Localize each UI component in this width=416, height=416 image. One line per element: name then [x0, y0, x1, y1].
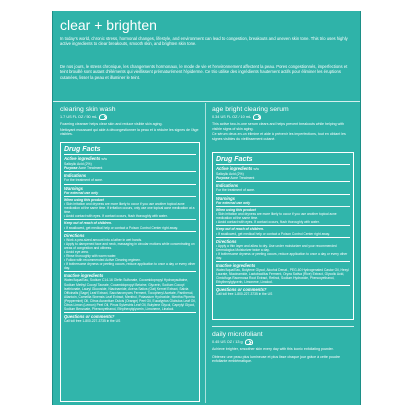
- wash-warnings-head: Warnings: [64, 184, 196, 191]
- wash-directions-head: Directions: [64, 231, 196, 238]
- serum-active-head: Active ingredients: [216, 166, 253, 171]
- wash-direction-line: • Rinse thoroughly with warm water.: [64, 254, 117, 259]
- serum-questions-line: Call toll free 1-800-227-3735 in the US: [216, 292, 273, 297]
- product-box-back-panel: [52, 11, 361, 405]
- box-title: clear + brighten: [60, 17, 157, 33]
- wash-size: 1.7 US FL OZ / 50 mL: [60, 114, 97, 119]
- wash-desc-en: Foaming cleanser helps clear skin and reduce visible skin aging.: [60, 122, 163, 126]
- microfoliant-divider: [212, 326, 354, 327]
- intro-text-fr: De nos jours, le stress chronique, les changements hormonaux, le mode de vie et l'environnement affectent la peau. Pores congestionnés, imperfections et teint brouillé sont autant d'éléments qui vieillissent prématurément l'épiderme. Ce trio utilise des ingrédients hautement actifs pour éliminer les éruptions cutanées, lisser la peau et illuminer le teint.: [60, 64, 348, 80]
- intro-text-en: In today's world, chronic stress, hormonal changes, lifestyle, and environment can lead to congestion, breakouts and uneven skin tone. This trio uses highly active ingredients to clear breakouts, smooth skin, and brighten skin tone.: [60, 36, 348, 47]
- recycle-icon: [245, 339, 253, 345]
- wash-using-line: • Skin irritation and dryness are more likely to occur if you use another topical acne medication at the same time. If irritation occurs, only use one topical acne medication at a time.: [64, 202, 195, 215]
- serum-reach-line: • If swallowed, get medical help or contact a Poison Control Center right away.: [216, 231, 330, 236]
- wash-reach-line: • If swallowed, get medical help or contact a Poison Control Center right away.: [64, 225, 178, 230]
- recycle-icon: [99, 114, 107, 120]
- serum-indications-head: Indications: [216, 181, 350, 188]
- wash-questions-line: Call toll free 1-800-227-3735 in the US: [64, 319, 121, 324]
- wash-drug-facts-panel: [60, 142, 200, 402]
- wash-active-head: Active ingredients: [64, 156, 101, 161]
- wash-active-line: Salicylic Acid (2%): [64, 162, 92, 166]
- wash-direction-line: • Follow with recommended Active Clearing regimen.: [64, 258, 142, 263]
- serum-indications-line: For the treatment of acne.: [216, 188, 256, 193]
- serum-using-line: • Skin irritation and dryness are more likely to occur if you use another topical acne medication at the same time.: [216, 212, 337, 221]
- wash-heading-block: [60, 106, 200, 137]
- serum-questions-head: Questions or comments?: [216, 285, 350, 292]
- microfoliant-size: 0.45 US OZ / 13 g: [212, 339, 243, 344]
- microfoliant-desc-fr: Obtenez une peau plus lumineuse et plus lisse chaque jour grâce à cette poudre exfoliante emblématique.: [212, 354, 341, 364]
- serum-active-suffix: w/w: [253, 167, 259, 171]
- wash-warnings-sub: For external use only: [64, 190, 99, 195]
- wash-using-head: When using this product: [64, 197, 104, 202]
- serum-size: 0.34 US FL OZ / 10 mL: [212, 114, 252, 119]
- serum-active-line: Salicylic Acid (2%): [216, 172, 244, 176]
- serum-name: age bright clearing serum: [212, 106, 289, 113]
- serum-warnings-sub: For external use only: [216, 200, 251, 205]
- wash-questions-head: Questions or comments?: [64, 312, 196, 319]
- wash-direction-line: • If bothersome dryness or peeling occurs, reduce application to once a day or every other day.: [64, 262, 196, 271]
- serum-purpose-line: Acne Treatment: [230, 176, 255, 181]
- box-edge-right: [360, 11, 361, 405]
- wash-purpose-head: Purpose: [64, 166, 78, 171]
- serum-desc-fr: Ce sérum deux-en-un élimine et aide à prévenir les imperfections, tout en ciblant les signes visibles du vieillissement cutané.: [212, 132, 346, 141]
- wash-inactive-text: Water/Aqua/Eau, Sodium C14-16 Olefin Sulfonate, Cocamidopropyl Hydroxysultaine, Sodium Methyl Cocoyl Taurate, Cocamidopropyl Betaine, Glycerin, Sodium Cocoyl Isethionate, Lauryl Glucoside, Niacinamide, Avena Sativa (Oat) Kernel Extract, Salvia Officinalis (Sage) Leaf Extract, Saccharomyces Ferment, Tocopheryl Acetate, Panthenol, Allantoin, Camellia Sinensis Leaf Extract, Menthol, Potassium Hydroxide, Mentha Piperita (Peppermint) Oil, Citrus Aurantium Dulcis (Orange) Peel Oil, Eucalyptus Globulus Leaf Oil, Citrus Limon (Lemon) Peel Oil, Pinus Sylvestris Leaf Oil, Butylene Glycol, Caprylyl Glycol, Sodium Benzoate, Phenoxyethanol, Ethylhexylglycerin, Limonene, Linalool.: [64, 278, 196, 312]
- wash-drug-facts-title: Drug Facts: [64, 145, 196, 155]
- column-divider: [205, 103, 206, 403]
- wash-reach-head: Keep out of reach of children.: [64, 221, 112, 226]
- serum-reach-head: Keep out of reach of children.: [216, 227, 264, 232]
- serum-heading-block: [212, 106, 354, 141]
- wash-purpose-line: Acne Treatment: [78, 166, 103, 171]
- serum-direction-line: • If bothersome dryness or peeling occurs, reduce application to once a day or every other day.: [216, 251, 348, 260]
- serum-purpose-head: Purpose: [216, 176, 230, 181]
- serum-direction-line: • Apply a thin layer and allow to dry. Use under moisturizer and your recommended Dermalogica Moisturizer twice a day.: [216, 243, 337, 252]
- serum-using-line: • Avoid contact with eyes. If contact occurs, flush thoroughly with water.: [216, 220, 320, 225]
- wash-name: clearing skin wash: [60, 106, 116, 113]
- wash-direction-line: • Apply to dampened face and neck, massaging in circular motions while concentrating on areas of congestion and oiliness.: [64, 241, 195, 250]
- box-edge-left: [52, 11, 53, 405]
- microfoliant-name: daily microfoliant: [212, 331, 263, 338]
- wash-indications-head: Indications: [64, 171, 196, 178]
- serum-drug-facts-panel: [212, 152, 354, 320]
- serum-inactive-text: Water/Aqua/Eau, Butylene Glycol, Alcohol Denat., PEG-60 Hydrogenated Castor Oil, Hexyl Laurate, Niacinamide, Lactobacillus Ferment, Oryza Sativa (Rice) Extract, Glycolic Acid, Cimicifuga Racemosa Root Extract, Retinol, Sodium Hydroxide, Phenoxyethanol, Ethylhexylglycerin, Limonene, Linalool.: [216, 267, 349, 285]
- wash-indications-line: For the treatment of acne.: [64, 178, 104, 183]
- header-divider: [52, 101, 361, 102]
- serum-inactive-head: Inactive ingredients: [216, 261, 350, 268]
- serum-directions-head: Directions: [216, 237, 350, 244]
- microfoliant-block: [212, 331, 354, 364]
- wash-inactive-head: Inactive ingredients: [64, 271, 196, 278]
- wash-active-suffix: w/w: [101, 157, 107, 161]
- wash-direction-line: • Work a pea-sized amount into a lather in wet hands.: [64, 237, 143, 242]
- serum-desc-en: This active two-in-one serum clears and helps prevent breakouts while helping with visible signs of skin aging.: [212, 122, 345, 131]
- serum-drug-facts-title: Drug Facts: [216, 155, 350, 165]
- serum-using-head: When using this product: [216, 207, 256, 212]
- wash-using-line: • Avoid contact with eyes. If contact occurs, flush thoroughly with water.: [64, 214, 168, 219]
- recycle-icon: [253, 114, 261, 120]
- serum-warnings-head: Warnings: [216, 194, 350, 201]
- microfoliant-desc-en: Achieve brighter, smoother skin every day with this iconic exfoliating powder.: [212, 347, 334, 351]
- wash-desc-fr: Nettoyant moussant qui aide à décongestionner la peau et à réduire les signes de l'âge visibles.: [60, 127, 199, 137]
- wash-direction-line: • Avoid eye area.: [64, 249, 89, 254]
